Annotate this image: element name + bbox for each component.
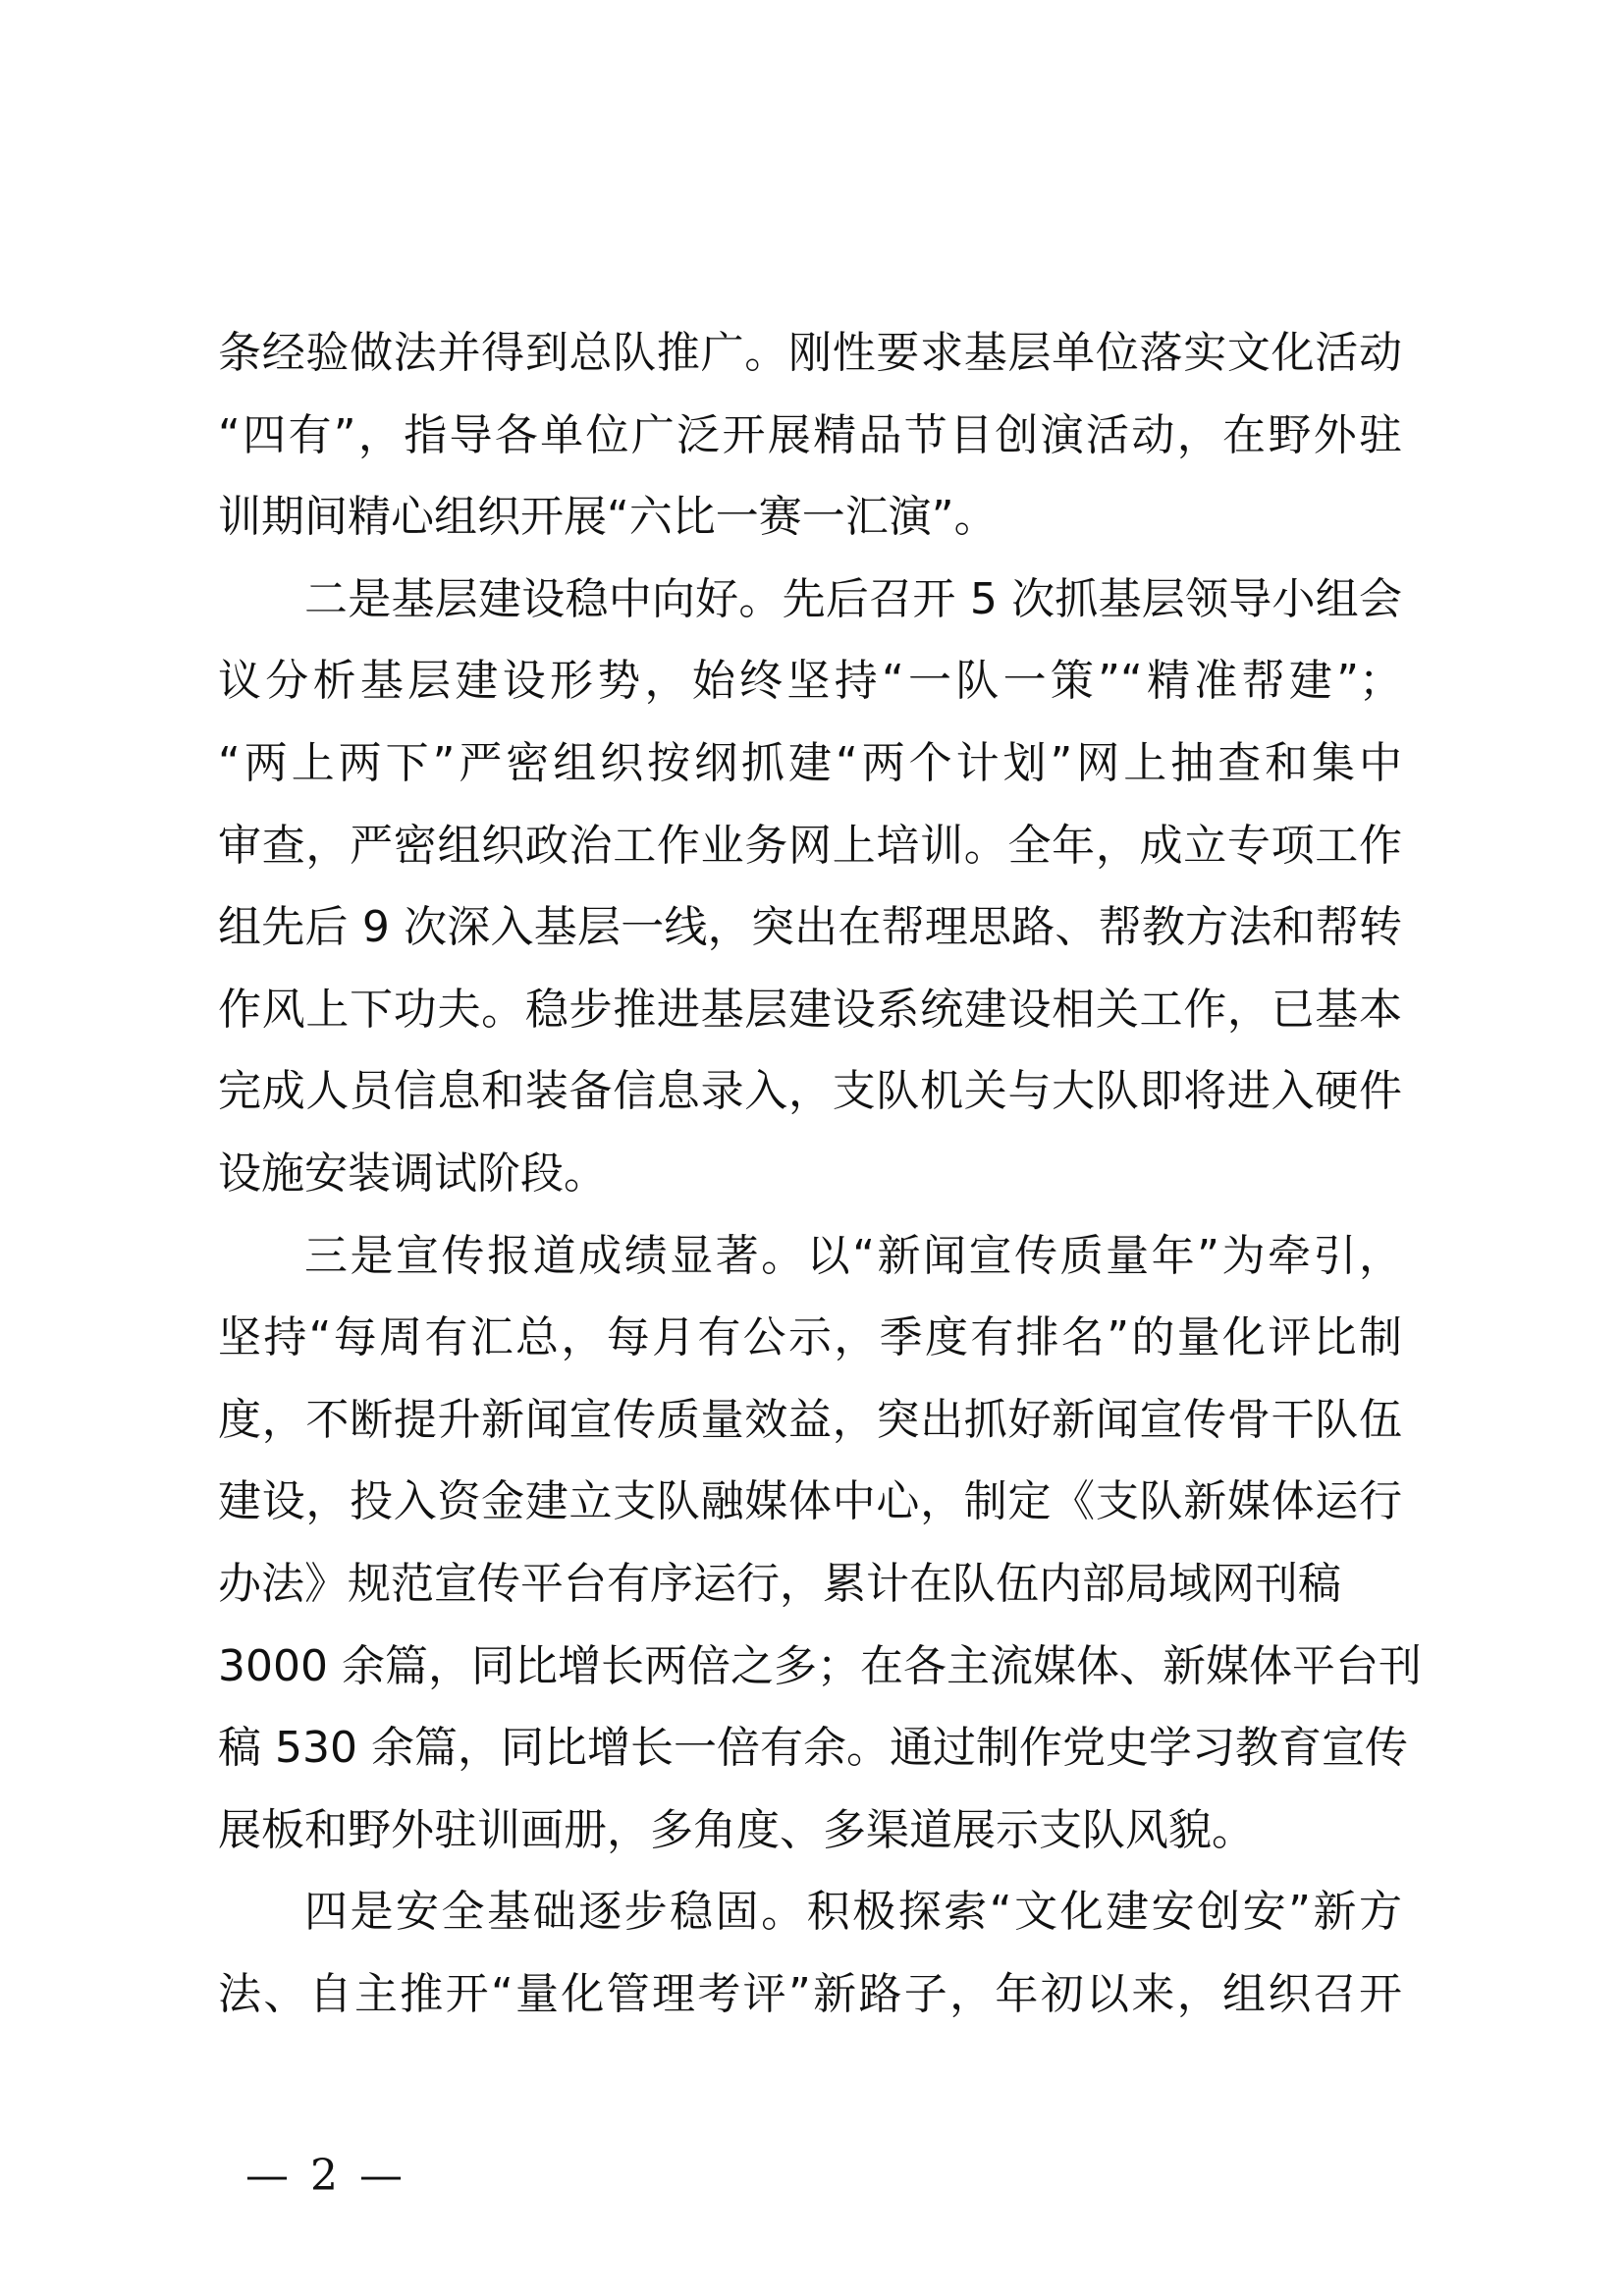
text-line: 条经验做法并得到总队推广。刚性要求基层单位落实文化活动 [218, 328, 1402, 378]
paragraph-grassroots [218, 559, 1402, 1215]
text-line: 度，不断提升新闻宣传质量效益，突出抓好新闻宣传骨干队伍 [218, 1394, 1402, 1445]
text-line: 完成人员信息和装备信息录入，支队机关与大队即将进入硬件 [218, 1066, 1402, 1117]
page-number: — 2 — [245, 2151, 406, 2201]
paragraph-publicity [218, 1215, 1422, 1872]
text-line: 作风上下功夫。稳步推进基层建设系统建设相关工作，已基本 [218, 984, 1402, 1035]
paragraph-safety [218, 1871, 1402, 2035]
document-body [218, 312, 1422, 2035]
text-line: 审查，严密组织政治工作业务网上培训。全年，成立专项工作 [218, 820, 1402, 871]
text-line: 法、自主推开“量化管理考评”新路子，年初以来，组织召开 [218, 1968, 1402, 2019]
text-line: 展板和野外驻训画册，多角度、多渠道展示支队风貌。 [218, 1804, 1255, 1855]
text-line: 建设，投入资金建立支队融媒体中心，制定《支队新媒体运行 [218, 1476, 1402, 1527]
text-line: “四有”，指导各单位广泛开展精品节目创演活动，在野外驻 [218, 409, 1402, 460]
text-line: 坚持“每周有汇总，每月有公示，季度有排名”的量化评比制 [218, 1312, 1402, 1363]
text-line: “两上两下”严密组织按纲抓建“两个计划”网上抽查和集中 [218, 737, 1402, 788]
text-line: 办法》规范宣传平台有序运行，累计在队伍内部局域网刊稿 [218, 1558, 1341, 1609]
text-line: 议分析基层建设形势，始终坚持“一队一策”“精准帮建”； [218, 656, 1402, 707]
text-line: 训期间精心组织开展“六比一赛一汇演”。 [218, 492, 998, 543]
text-line: 设施安装调试阶段。 [218, 1148, 607, 1199]
text-line: 3000 余篇，同比增长两倍之多；在各主流媒体、新媒体平台刊 [218, 1640, 1422, 1691]
text-line: 三是宣传报道成绩显著。以“新闻宣传质量年”为牵引， [304, 1230, 1402, 1281]
text-line: 稿 530 余篇，同比增长一倍有余。通过制作党史学习教育宣传 [218, 1723, 1408, 1774]
text-line: 二是基层建设稳中向好。先后召开 5 次抓基层领导小组会 [304, 573, 1402, 624]
text-line: 四是安全基础逐步稳固。积极探索“文化建安创安”新方 [304, 1887, 1402, 1938]
text-line: 组先后 9 次深入基层一线，突出在帮理思路、帮教方法和帮转 [218, 902, 1402, 953]
paragraph-culture-cont [218, 312, 1402, 559]
